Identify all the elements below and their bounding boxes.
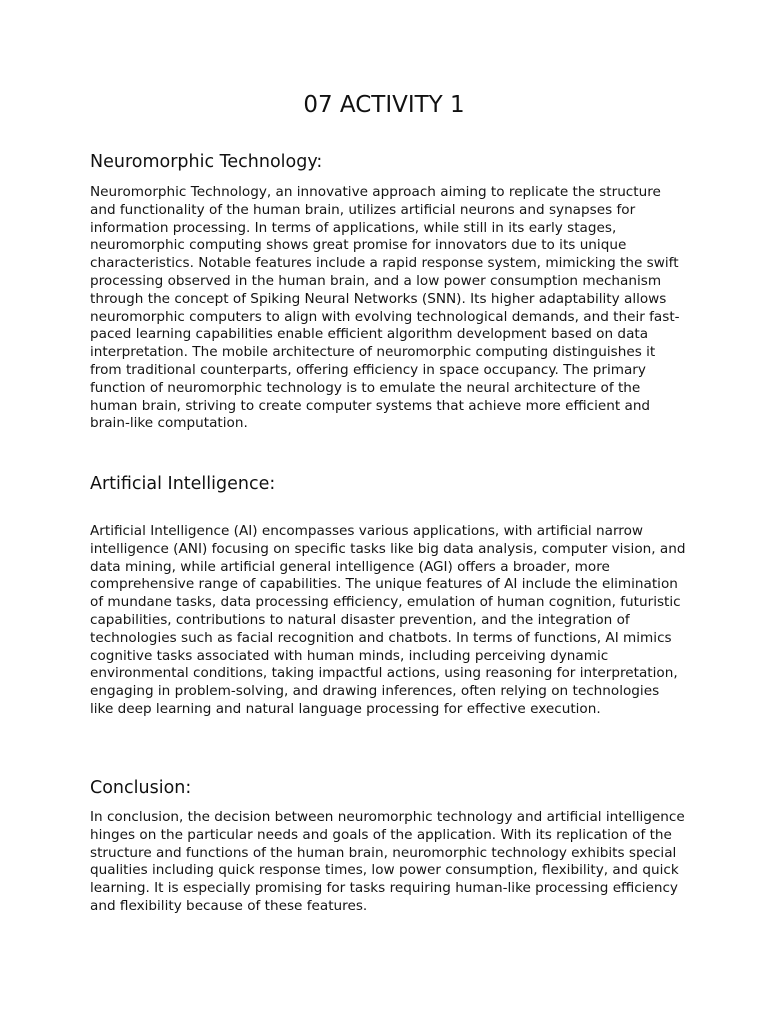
- section-heading-neuromorphic-technology: Neuromorphic Technology:: [90, 152, 323, 172]
- section-body-conclusion: In conclusion, the decision between neuromorphic technology and artificial intelligence hinges on the particular needs and goals of the application. With its replication of the structure and functions of the human brain, neuromorphic technology exhibits special qualities including quick response times, low power consumption, flexibility, and quick learning. It is especially promising for tasks requiring human-like processing efficiency and flexibility because of these features.: [90, 809, 685, 914]
- section-heading-conclusion: Conclusion:: [90, 778, 192, 798]
- section-body-neuromorphic-technology: Neuromorphic Technology, an innovative approach aiming to replicate the structure and functionality of the human brain, utilizes artificial neurons and synapses for information processing. In terms of applications, while still in its early stages, neuromorphic computing shows great promise for innovators due to its unique characteristics. Notable features include a rapid response system, mimicking the swift processing observed in the human brain, and a low power consumption mechanism through the concept of Spiking Neural Networks (SNN). Its higher adaptability allows neuromorphic computers to align with evolving technological demands, and their fast-paced learning capabilities enable efficient algorithm development based on data interpretation. The mobile architecture of neuromorphic computing distinguishes it from traditional counterparts, offering efficiency in space occupancy. The primary function of neuromorphic technology is to emulate the neural architecture of the human brain, striving to create computer systems that achieve more efficient and brain-like computation.: [90, 184, 680, 432]
- page-title: 07 ACTIVITY 1: [303, 92, 465, 118]
- section-heading-artificial-intelligence: Artificial Intelligence:: [90, 474, 276, 494]
- section-body-artificial-intelligence: Artificial Intelligence (AI) encompasses various applications, with artificial narrow intelligence (ANI) focusing on specific tasks like big data analysis, computer vision, and data mining, while artificial general intelligence (AGI) offers a broader, more comprehensive range of capabilities. The unique features of AI include the elimination of mundane tasks, data processing efficiency, emulation of human cognition, futuristic capabilities, contributions to natural disaster prevention, and the integration of technologies such as facial recognition and chatbots. In terms of functions, AI mimics cognitive tasks associated with human minds, including perceiving dynamic environmental conditions, taking impactful actions, using reasoning for interpretation, engaging in problem-solving, and drawing inferences, often relying on technologies like deep learning and natural language processing for effective execution.: [90, 523, 686, 717]
